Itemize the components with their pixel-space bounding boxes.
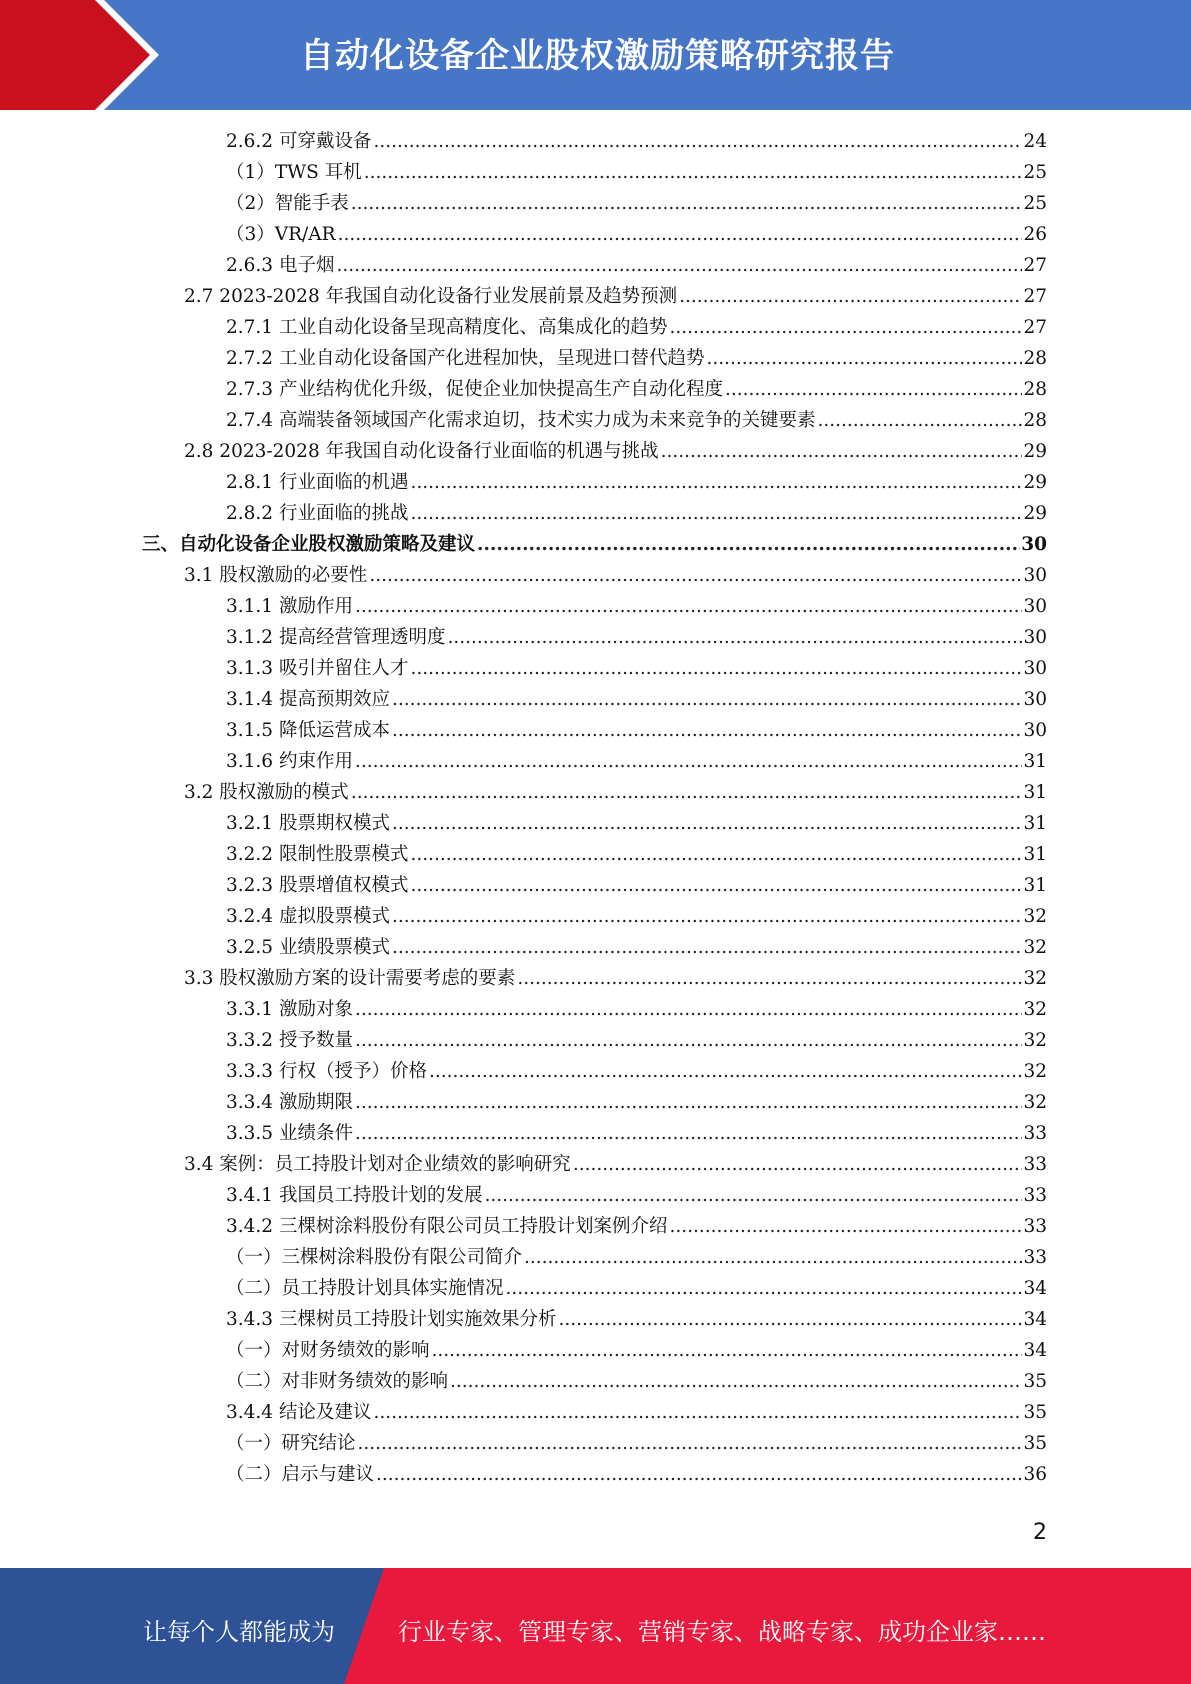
toc-entry-page: 31 (1023, 751, 1047, 772)
toc-entry-label: 2.6.3 电子烟 (226, 255, 335, 276)
toc-entry[interactable] (184, 777, 1047, 808)
toc-dot-leader (355, 994, 1023, 1025)
toc-entry-page: 31 (1023, 875, 1047, 896)
toc-entry-page: 35 (1023, 1402, 1047, 1423)
toc-entry-page: 30 (1023, 689, 1047, 710)
toc-entry-label: 2.7.1 工业自动化设备呈现高精度化、高集成化的趋势 (226, 317, 668, 338)
toc-dot-leader (355, 1118, 1023, 1149)
toc-entry[interactable] (226, 374, 1047, 405)
toc-entry-page: 31 (1023, 844, 1047, 865)
toc-entry[interactable] (226, 684, 1047, 715)
toc-entry[interactable] (226, 932, 1047, 963)
toc-entry[interactable] (226, 808, 1047, 839)
toc-entry[interactable] (226, 498, 1047, 529)
toc-entry-page: 32 (1023, 937, 1047, 958)
toc-entry-page: 28 (1023, 410, 1047, 431)
toc-entry-page: 35 (1023, 1433, 1047, 1454)
toc-entry[interactable] (226, 1304, 1047, 1335)
toc-entry-label: 3.3 股权激励方案的设计需要考虑的要素 (184, 968, 516, 989)
toc-entry-label: （2）智能手表 (226, 193, 349, 214)
toc-entry-page: 25 (1023, 193, 1047, 214)
toc-dot-leader (410, 839, 1022, 870)
toc-entry-page: 33 (1023, 1185, 1047, 1206)
toc-entry[interactable] (226, 839, 1047, 870)
toc-entry[interactable] (226, 1428, 1047, 1459)
toc-entry[interactable] (226, 1211, 1047, 1242)
toc-entry-label: 2.8.1 行业面临的机遇 (226, 472, 409, 493)
toc-dot-leader (679, 281, 1022, 312)
toc-dot-leader (373, 1397, 1022, 1428)
toc-entry-page: 34 (1023, 1340, 1047, 1361)
toc-entry[interactable] (226, 1180, 1047, 1211)
toc-dot-leader (373, 126, 1022, 157)
toc-entry-page: 28 (1023, 348, 1047, 369)
toc-dot-leader (355, 1087, 1023, 1118)
toc-dot-leader (817, 405, 1022, 436)
toc-entry-label: 3.1.1 激励作用 (226, 596, 353, 617)
toc-entry-page: 33 (1023, 1154, 1047, 1175)
page-footer (0, 1568, 1191, 1684)
toc-entry-label: 2.7.4 高端装备领域国产化需求迫切，技术实力成为未来竞争的关键要素 (226, 410, 816, 431)
page-header (0, 0, 1191, 110)
toc-entry-page: 36 (1023, 1464, 1047, 1485)
toc-dot-leader (558, 1304, 1022, 1335)
toc-entry-label: （二）对非财务绩效的影响 (226, 1371, 449, 1392)
toc-entry-label: 3.1.3 吸引并留住人才 (226, 658, 409, 679)
toc-entry-label: 2.8 2023-2028 年我国自动化设备行业面临的机遇与挑战 (184, 441, 659, 462)
toc-entry-page: 29 (1023, 441, 1047, 462)
toc-entry-label: （一）研究结论 (226, 1433, 356, 1454)
toc-entry-label: （二）员工持股计划具体实施情况 (226, 1278, 504, 1299)
toc-entry-page: 30 (1021, 534, 1047, 555)
toc-entry[interactable] (226, 1118, 1047, 1149)
toc-entry[interactable] (226, 1366, 1047, 1397)
toc-entry-page: 27 (1023, 317, 1047, 338)
toc-entry[interactable] (226, 1025, 1047, 1056)
toc-dot-leader (524, 1242, 1022, 1273)
toc-entry-label: 3.1.6 约束作用 (226, 751, 353, 772)
toc-entry[interactable] (226, 312, 1047, 343)
toc-entry-label: 3.2.4 虚拟股票模式 (226, 906, 390, 927)
toc-entry[interactable] (226, 1087, 1047, 1118)
toc-entry[interactable] (226, 746, 1047, 777)
toc-entry-page: 27 (1023, 286, 1047, 307)
toc-dot-leader (376, 1459, 1022, 1490)
toc-dot-leader (410, 870, 1022, 901)
toc-entry-label: 3.3.3 行权（授予）价格 (226, 1061, 427, 1082)
toc-dot-leader (355, 1025, 1023, 1056)
toc-entry-page: 32 (1023, 968, 1047, 989)
toc-dot-leader (432, 1335, 1023, 1366)
toc-dot-leader (364, 157, 1023, 188)
toc-entry-page: 34 (1023, 1278, 1047, 1299)
toc-entry-label: （1）TWS 耳机 (226, 162, 362, 183)
toc-dot-leader (355, 591, 1023, 622)
toc-entry-page: 30 (1023, 720, 1047, 741)
toc-entry[interactable] (226, 1273, 1047, 1304)
toc-dot-leader (410, 498, 1022, 529)
toc-entry-page: 33 (1023, 1247, 1047, 1268)
toc-dot-leader (573, 1149, 1023, 1180)
toc-entry-label: 3.3.1 激励对象 (226, 999, 353, 1020)
toc-dot-leader (517, 963, 1022, 994)
toc-entry[interactable] (226, 219, 1047, 250)
toc-entry-label: 3.1.4 提高预期效应 (226, 689, 390, 710)
toc-entry-label: 3.2.1 股票期权模式 (226, 813, 390, 834)
toc-entry-page: 34 (1023, 1309, 1047, 1330)
toc-entry[interactable] (226, 1397, 1047, 1428)
toc-entry-page: 32 (1023, 1030, 1047, 1051)
toc-dot-leader (429, 1056, 1022, 1087)
toc-dot-leader (369, 560, 1022, 591)
toc-entry[interactable] (226, 405, 1047, 436)
toc-entry[interactable] (184, 963, 1047, 994)
toc-entry-label: （一）三棵树涂料股份有限公司简介 (226, 1247, 523, 1268)
toc-entry[interactable] (226, 591, 1047, 622)
toc-entry[interactable] (226, 1335, 1047, 1366)
toc-dot-leader (447, 622, 1022, 653)
toc-entry-label: 3.4.3 三棵树员工持股计划实施效果分析 (226, 1309, 557, 1330)
toc-dot-leader (358, 1428, 1023, 1459)
toc-entry[interactable] (226, 994, 1047, 1025)
toc-entry-page: 31 (1023, 813, 1047, 834)
report-title: 自动化设备企业股权激励策略研究报告 (300, 36, 895, 76)
toc-entry-label: 3.2.5 业绩股票模式 (226, 937, 390, 958)
toc-entry-label: 3.2.3 股票增值权模式 (226, 875, 409, 896)
toc-dot-leader (410, 653, 1022, 684)
toc-entry-page: 30 (1023, 627, 1047, 648)
toc-dot-leader (450, 1366, 1022, 1397)
toc-dot-leader (392, 808, 1022, 839)
toc-entry-page: 24 (1023, 131, 1047, 152)
toc-entry-page: 31 (1023, 782, 1047, 803)
toc-entry[interactable] (142, 529, 1047, 560)
toc-entry-page: 32 (1023, 999, 1047, 1020)
toc-entry-label: 3.3.2 授予数量 (226, 1030, 353, 1051)
toc-entry[interactable] (226, 343, 1047, 374)
toc-entry[interactable] (226, 1459, 1047, 1490)
toc-entry-label: 3.2.2 限制性股票模式 (226, 844, 409, 865)
toc-entry-label: 3.1 股权激励的必要性 (184, 565, 368, 586)
toc-entry[interactable] (226, 157, 1047, 188)
toc-entry[interactable] (226, 622, 1047, 653)
toc-entry[interactable] (184, 436, 1047, 467)
toc-dot-leader (355, 746, 1023, 777)
toc-entry-label: （3）VR/AR (226, 224, 336, 245)
toc-entry-page: 25 (1023, 162, 1047, 183)
toc-entry[interactable] (226, 188, 1047, 219)
toc-entry-label: 3.1.2 提高经营管理透明度 (226, 627, 446, 648)
toc-entry-label: 2.6.2 可穿戴设备 (226, 131, 372, 152)
footer-slogan-right: 行业专家、管理专家、营销专家、战略专家、成功企业家…… (398, 1618, 1046, 1646)
toc-entry[interactable] (226, 653, 1047, 684)
toc-dot-leader (392, 684, 1022, 715)
toc-entry[interactable] (184, 560, 1047, 591)
toc-dot-leader (669, 312, 1022, 343)
toc-entry-page: 33 (1023, 1216, 1047, 1237)
toc-dot-leader (392, 901, 1022, 932)
toc-entry-page: 32 (1023, 1092, 1047, 1113)
toc-entry-label: 3.2 股权激励的模式 (184, 782, 349, 803)
toc-entry-label: 2.7.3 产业结构优化升级，促使企业加快提高生产自动化程度 (226, 379, 723, 400)
toc-entry-page: 30 (1023, 565, 1047, 586)
toc-entry-page: 26 (1023, 224, 1047, 245)
toc-entry-label: 2.7.2 工业自动化设备国产化进程加快，呈现进口替代趋势 (226, 348, 705, 369)
toc-entry[interactable] (184, 1149, 1047, 1180)
toc-entry-page: 29 (1023, 472, 1047, 493)
toc-dot-leader (338, 219, 1023, 250)
toc-dot-leader (725, 374, 1022, 405)
toc-entry[interactable] (226, 870, 1047, 901)
toc-entry-label: 3.1.5 降低运营成本 (226, 720, 390, 741)
toc-entry-page: 32 (1023, 906, 1047, 927)
toc-entry-page: 32 (1023, 1061, 1047, 1082)
toc-entry-label: 3.4.1 我国员工持股计划的发展 (226, 1185, 483, 1206)
toc-entry-label: 三、自动化设备企业股权激励策略及建议 (142, 534, 476, 555)
toc-entry-page: 30 (1023, 596, 1047, 617)
toc-entry-page: 33 (1023, 1123, 1047, 1144)
toc-entry-label: 3.4.2 三棵树涂料股份有限公司员工持股计划案例介绍 (226, 1216, 668, 1237)
toc-entry[interactable] (184, 281, 1047, 312)
toc-entry-page: 29 (1023, 503, 1047, 524)
toc-dot-leader (351, 188, 1023, 219)
toc-entry[interactable] (226, 250, 1047, 281)
toc-entry-label: 3.3.4 激励期限 (226, 1092, 353, 1113)
toc-entry-label: 3.3.5 业绩条件 (226, 1123, 353, 1144)
toc-entry-page: 30 (1023, 658, 1047, 679)
toc-dot-leader (506, 1273, 1023, 1304)
toc-dot-leader (484, 1180, 1022, 1211)
toc-entry[interactable] (226, 1056, 1047, 1087)
toc-dot-leader (392, 715, 1022, 746)
toc-entry-page: 35 (1023, 1371, 1047, 1392)
toc-dot-leader (669, 1211, 1022, 1242)
toc-entry-page: 28 (1023, 379, 1047, 400)
toc-entry-page: 27 (1023, 255, 1047, 276)
toc-dot-leader (477, 529, 1020, 560)
toc-dot-leader (410, 467, 1022, 498)
toc-entry[interactable] (226, 715, 1047, 746)
toc-dot-leader (392, 932, 1022, 963)
toc-entry-label: 2.8.2 行业面临的挑战 (226, 503, 409, 524)
toc-entry[interactable] (226, 467, 1047, 498)
toc-dot-leader (351, 777, 1023, 808)
toc-entry[interactable] (226, 126, 1047, 157)
toc-entry-label: 2.7 2023-2028 年我国自动化设备行业发展前景及趋势预测 (184, 286, 678, 307)
toc-entry[interactable] (226, 901, 1047, 932)
toc-dot-leader (706, 343, 1022, 374)
page-number: 2 (1033, 1520, 1047, 1545)
toc-dot-leader (661, 436, 1023, 467)
toc-entry-label: 3.4 案例：员工持股计划对企业绩效的影响研究 (184, 1154, 571, 1175)
toc-entry-label: （一）对财务绩效的影响 (226, 1340, 430, 1361)
toc-dot-leader (336, 250, 1022, 281)
toc-entry[interactable] (226, 1242, 1047, 1273)
footer-slogan-left: 让每个人都能成为 (143, 1618, 335, 1646)
toc-entry-label: 3.4.4 结论及建议 (226, 1402, 372, 1423)
toc-entry-label: （二）启示与建议 (226, 1464, 375, 1485)
